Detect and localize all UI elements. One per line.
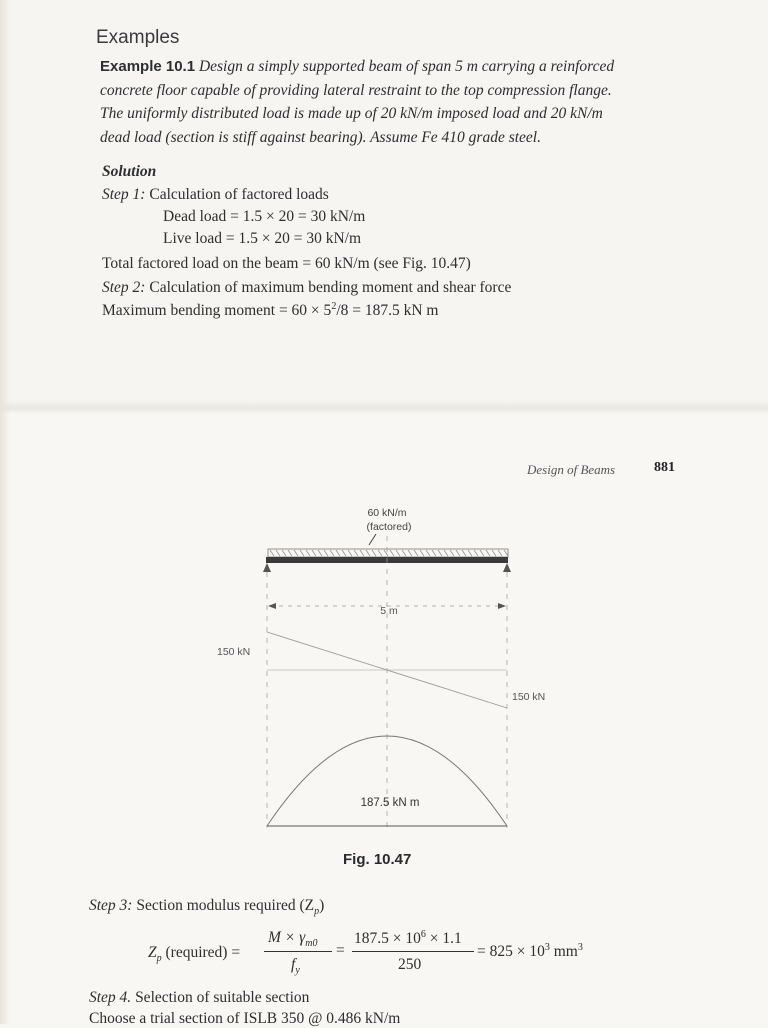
max-bm-suffix: /8 = 187.5 kN m xyxy=(336,302,439,320)
eq-lhs-symbol: Z xyxy=(148,944,157,961)
trial-section: Choose a trial section of ISLB 350 @ 0.486 kN/m xyxy=(89,1010,401,1027)
moment-label: 187.5 kN m xyxy=(360,797,420,809)
eq-lhs-rest: (required) = xyxy=(161,944,241,961)
max-bending-moment xyxy=(102,301,439,320)
example-line-4: dead load (section is stiff against bearing). Assume Fe 410 grade steel. xyxy=(100,128,541,146)
figure-caption: Fig. 10.47 xyxy=(343,851,412,868)
live-load: Live load = 1.5 × 20 = 30 kN/m xyxy=(163,230,361,247)
eq-num2: 187.5 × 10 xyxy=(354,930,421,948)
load-label-1: 60 kN/m xyxy=(367,507,407,519)
eq-denominator-1 xyxy=(291,956,300,976)
running-head: Design of Beams xyxy=(527,462,616,477)
page-gap xyxy=(0,400,768,414)
step4-line xyxy=(89,989,309,1007)
step4-label: Step 4. xyxy=(89,989,132,1006)
eq-result-sup: 3 xyxy=(544,942,550,953)
example-line-1: Design a simply supported beam of span 5 m carrying a reinforced xyxy=(195,58,615,75)
eq-result-text: = 825 × 10 xyxy=(477,943,545,961)
step2-text: Calculation of maximum bending moment and shear force xyxy=(149,279,512,296)
step3-text: Section modulus required (Z xyxy=(136,897,315,914)
eq-lhs-sub: p xyxy=(156,953,162,965)
step1-label: Step 1: xyxy=(102,186,146,203)
eq-num1-sub: m0 xyxy=(305,938,318,950)
step3-line xyxy=(89,897,324,917)
load-label-2: (factored) xyxy=(366,521,412,533)
step3-label: Step 3: xyxy=(89,897,133,914)
step4-text: Selection of suitable section xyxy=(135,989,310,1006)
step2-line xyxy=(102,279,511,297)
fraction-bar-1 xyxy=(264,951,332,952)
section-heading: Examples xyxy=(96,27,180,48)
eq-num1: M × γ xyxy=(268,929,306,946)
dead-load: Dead load = 1.5 × 20 = 30 kN/m xyxy=(163,208,366,225)
step2-label: Step 2: xyxy=(102,279,146,296)
example-statement xyxy=(100,55,710,149)
shear-left-label: 150 kN xyxy=(217,646,251,658)
eq-numerator-1 xyxy=(268,929,317,949)
max-bm-prefix: Maximum bending moment = 60 × 5 xyxy=(102,302,332,320)
step1-text: Calculation of factored loads xyxy=(149,186,329,203)
fraction-bar-2 xyxy=(352,951,474,952)
span-label: 5 m xyxy=(380,605,398,617)
solution-label: Solution xyxy=(102,163,157,180)
eq-result xyxy=(477,942,583,961)
step3-close: ) xyxy=(319,897,325,914)
eq-result-unit-sup: 3 xyxy=(577,942,583,953)
eq-result-unit: mm xyxy=(549,943,578,961)
page-number: 881 xyxy=(654,460,675,475)
equation-lhs xyxy=(148,944,240,964)
eq-den1: f xyxy=(291,956,296,973)
max-bm-sup: 2 xyxy=(331,301,337,312)
shear-right-label: 150 kN xyxy=(512,691,546,703)
step3-sub: p xyxy=(314,906,320,918)
page-edge-shadow xyxy=(0,0,10,1024)
example-line-3: The uniformly distributed load is made up of 20 kN/m imposed load and 20 kN/m xyxy=(100,105,603,122)
example-line-2: concrete floor capable of providing lateral restraint to the top compression flange. xyxy=(100,81,612,99)
total-load: Total factored load on the beam = 60 kN/m (see Fig. 10.47) xyxy=(102,255,471,272)
eq-numerator-2 xyxy=(354,929,462,948)
example-label: Example 10.1 xyxy=(100,58,196,75)
step1-line xyxy=(102,186,329,204)
eq-den1-sub: y xyxy=(295,965,300,977)
eq-equals: = xyxy=(336,942,345,959)
eq-num2-rest: × 1.1 xyxy=(425,930,462,948)
eq-num2-sup: 6 xyxy=(420,929,426,940)
eq-den2: 250 xyxy=(398,956,422,973)
